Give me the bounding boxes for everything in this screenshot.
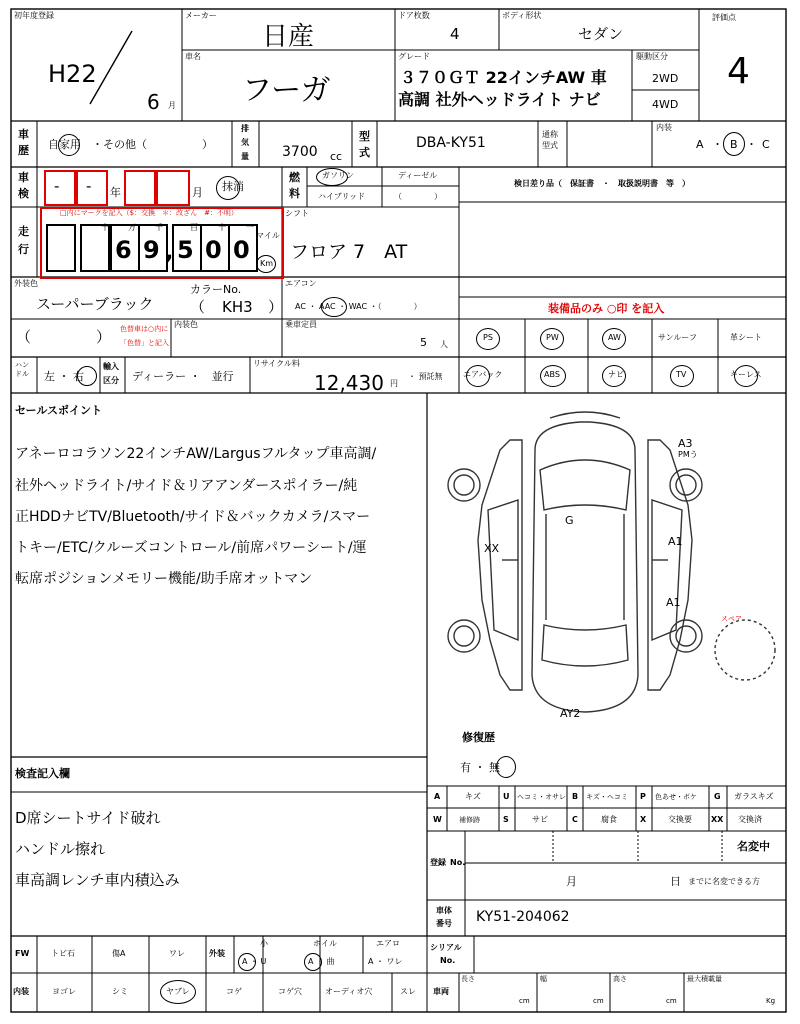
wheel-label: ホイル (313, 939, 337, 948)
drive-2wd: 2WD (652, 72, 679, 85)
mileage-separator: , (165, 240, 174, 265)
length-label: 長さ (461, 975, 475, 983)
interior-tear-circle (160, 980, 196, 1004)
mark-pmu: PMう (678, 450, 698, 459)
exterior-color-label: 外装色 (14, 279, 38, 288)
mileage-digit-5: 5 (177, 236, 194, 264)
docs-title: 検日差り品（ 保証書 ・ 取扱説明書 等 ） (514, 179, 690, 188)
shift-value: フロア 7 AT (290, 241, 408, 263)
inspection-month-box-2 (156, 170, 190, 206)
sales-line-3: 正HDDナビTV/Bluetooth/サイド＆バックカメラ/スマー (15, 509, 371, 525)
mark-ay2: AY2 (560, 707, 581, 720)
height-label: 高さ (613, 975, 627, 983)
inspection-label-1: 車 (18, 171, 29, 184)
inspection-year-unit: 年 (110, 186, 121, 199)
equip-ps-circle (476, 328, 500, 350)
import-label-2: 区分 (103, 376, 119, 385)
mark-a1-bottom: A1 (666, 596, 681, 609)
equip-aw-circle (602, 328, 626, 350)
legend-w-desc: 補修跡 (459, 816, 480, 824)
equip-navi: ナビ (608, 370, 624, 379)
equip-tv-circle (670, 365, 694, 387)
sales-line-2: 社外ヘッドライト/サイド＆リアアンダースポイラー/純 (15, 478, 358, 494)
legend-b: B (572, 792, 579, 801)
mark-a1-top: A1 (668, 535, 683, 548)
interior-tear: ヤブレ (166, 987, 190, 996)
unit-juu-2: 十 (218, 223, 226, 232)
inspection-expired: 抹消 (222, 180, 244, 193)
history-label-1: 車 (18, 128, 29, 141)
interior-burn-hole: コゲ穴 (278, 987, 302, 996)
model-label-1: 型 (359, 130, 370, 143)
mileage-label-1: 走 (18, 225, 29, 238)
small-a-circle (238, 953, 256, 971)
grade-line-1: ３７０ＧＴ 22インチAW 車 (400, 68, 607, 87)
interior-parts-label: 内装 (13, 987, 29, 996)
drive-label: 駆動区分 (636, 52, 668, 61)
mileage-digit-9: 9 (143, 236, 160, 264)
exterior-parts-label: 外装 (209, 949, 225, 958)
legend-xx: XX (711, 815, 724, 824)
reg-year-label: 初年度登録 (14, 11, 54, 20)
mileage-label-2: 行 (18, 243, 29, 256)
aircon-label: エアコン (285, 279, 317, 288)
legend-c: C (572, 815, 578, 824)
interior-grade-a: A (696, 138, 704, 151)
interior-dirt: ヨゴレ (52, 987, 76, 996)
small-value: A ・ U (242, 957, 267, 966)
inspector-line-3: 車高調レンチ車内積込み (15, 871, 180, 889)
legend-b-desc: キズ・ヘコミ (586, 793, 628, 801)
legend-a: A (434, 792, 441, 801)
legend-a-desc: キズ (465, 792, 481, 801)
equip-sunroof: サンルーフ (658, 333, 697, 342)
maker: 日産 (262, 22, 315, 52)
sales-line-5: 転席ポジションメモリー機能/助手席オットマン (15, 571, 313, 587)
interior-grade-b: B (730, 138, 738, 151)
body-label: ボディ形状 (502, 11, 542, 20)
common-model-label-2: 型式 (542, 141, 558, 150)
unit-juu: 十 (101, 223, 109, 232)
equip-pw: PW (546, 333, 559, 342)
repaint-note-1: 色替車は○内に (120, 325, 169, 333)
displacement-label-1: 排 (241, 124, 249, 133)
fuel-hybrid: ハイブリッド (318, 192, 366, 201)
score: 4 (727, 51, 750, 92)
mileage-digit-0b: 0 (233, 236, 250, 264)
serial-label-2: No. (440, 956, 456, 965)
repaint-paren-close: ） (96, 328, 112, 346)
registration-month-unit: 月 (566, 875, 577, 888)
fw-chip: トビ石 (51, 949, 75, 958)
capacity-label: 乗車定員 (285, 320, 317, 329)
legend-x: X (640, 815, 647, 824)
fuel-label-2: 料 (289, 187, 300, 200)
equip-keyless: キーレス (730, 370, 762, 379)
color-no-label: カラーNo. (190, 283, 242, 296)
recycle-deposit: ・ 預託無 (408, 372, 443, 381)
displacement-label-3: 量 (241, 152, 249, 161)
inspection-month-box-1 (124, 170, 156, 206)
mileage-digit-box-1 (46, 224, 76, 272)
reg-month-unit: 月 (168, 101, 176, 110)
unit-man: 万 (128, 223, 136, 232)
legend-s: S (503, 815, 509, 824)
doors: 4 (450, 25, 460, 43)
fw-label: FW (15, 949, 30, 958)
inspection-month-unit: 月 (192, 186, 203, 199)
history-label-2: 歴 (18, 144, 29, 157)
mark-xx: XX (484, 542, 500, 555)
registration-label-no: No. (450, 858, 466, 867)
mileage-digit-6: 6 (115, 236, 132, 264)
displacement-unit: cc (330, 150, 343, 163)
recycle-fee: 12,430 (314, 371, 384, 395)
capacity-unit: 人 (440, 340, 448, 349)
model-label-2: 式 (359, 146, 370, 159)
body-type: セダン (578, 25, 624, 43)
inspector-line-2: ハンドル擦れ (15, 840, 106, 858)
displacement-label-2: 気 (241, 138, 249, 147)
aero-label: エアロ (376, 939, 400, 948)
repaint-paren-open: （ (16, 328, 32, 346)
drive-4wd: 4WD (652, 98, 679, 111)
handle-value: 左 ・ 右 (44, 370, 84, 383)
unit-sen: 千 (155, 223, 163, 232)
color-no-paren-open: （ (190, 298, 206, 316)
equip-airbag: エアバック (463, 370, 503, 379)
auction-sheet: 初年度登録 H22 6 月 メーカー 日産 ドア枚数 4 ボディ形状 セダン 評価点 4 車名 フーガ グレード ３７０ＧＴ 22インチAW 車 高調 社外ヘッドライト ナビ 駆動区分 2WD 4WD 車 歴 自家用 ・その他（ ） 排 気 量 3700 cc 型 式 DBA-KY51 通称 型式 内装 A ・ B ・ C 車 検 - - 年 月 抹消 燃 料 ガソリン ディーゼル ハイブリッド （ ） 検日差り品（ 保証書 ・ 取扱説明書 等 ） 走 行 □内にマークを記入（$：交換 ＊：改ざん #：不明） 十 万 千 百 十 一 6 9 , 5 0 0 マイル Km シフト フロア 7 AT 外装色 スーパーブラック カラーNo. （ KH3 ） エアコン AC ・ AAC ・ WAC ・（ ） 装備品のみ ○印 を記入 （ ） 色替車は○内に 「色替」と記入 内装色 乗車定員 5 人 PS PW AW サンルーフ 革シート エアバック ABS ナビ TV キーレス ハンドル 左 ・ 右 輸入 区分 ディーラー ・ 並行 リサイクル料 12,430 円 ・ 預託無 セールスポイント アネーロコラソン22インチAW/Largusフルタップ車高調/ 社外ヘッドライト/サイド＆リアアンダースポイラー/純 正HDDナビTV/Bluetooth/サイド＆バックカメラ/スマー トキー/ETC/クルーズコントロール/前席パワーシート/運 転席ポジションメモリー機能/助手席オットマン A3 PMう G XX A1 A1 AY2 スペア 修復歴 有 ・ 無 検査記入欄 D席シートサイド破れ ハンドル擦れ 車高調レンチ車内積込み A キズ U ヘコミ・オサレ B キズ・ヘコミ P 色あせ・ボケ G ガラスキズ W 補修跡 S サビ C 腐食 X 交換要 XX 交換済 登録 No. 名変中 月 日 までに名変できる方 車体 番号 KY51-204062 シリアル No. FW トビ石 傷A ワレ 外装 小 A ・ U ホイル A ・ 曲 エアロ A ・ ワレ 内装 ヨゴレ シミ ヤブレ コゲ コゲ穴 オーディオ穴 スレ 車両 長さ cm 幅 cm 高さ cm 最大積載量 Kg (0, 0, 800, 1024)
reg-month: 6 (147, 90, 160, 114)
recycle-label: リサイクル料 (253, 359, 300, 368)
interior-audio-hole: オーディオ穴 (325, 987, 373, 996)
history-private-circle (58, 134, 80, 156)
recycle-unit: 円 (390, 379, 398, 388)
equip-ps: PS (483, 333, 493, 342)
equip-aw: AW (608, 333, 621, 342)
small-label: 小 (260, 939, 268, 948)
height-unit: cm (666, 997, 677, 1005)
legend-g-desc: ガラスキズ (734, 792, 774, 801)
color-no: KH3 (222, 298, 253, 316)
legend-p: P (640, 792, 646, 801)
aircon-value: AC ・ AAC ・ WAC ・（ ） (295, 302, 422, 311)
wheel-value: A ・ 曲 (308, 957, 335, 966)
legend-s-desc: サビ (532, 815, 548, 824)
registration-deadline: までに名変できる方 (688, 877, 760, 886)
car-damage-diagram (440, 410, 790, 730)
interior-burn: コゲ (226, 987, 242, 996)
legend-x-desc: 交換要 (668, 815, 692, 824)
equip-abs: ABS (544, 370, 560, 379)
equipment-title: 装備品のみ ○印 を記入 (548, 302, 665, 315)
fw-scratch: 傷A (112, 949, 126, 958)
max-load-unit: Kg (766, 997, 776, 1005)
unit-km: Km (260, 259, 274, 268)
maker-label: メーカー (185, 11, 217, 20)
spare-label: スペア (721, 615, 742, 623)
inspection-year-box-1 (44, 170, 76, 206)
reg-era-year: H22 (48, 60, 97, 88)
equip-tv: TV (676, 370, 687, 379)
length-unit: cm (519, 997, 530, 1005)
score-label: 評価点 (712, 13, 736, 22)
repaint-note-2: 「色替」と記入 (120, 339, 169, 347)
inspector-title: 検査記入欄 (15, 767, 70, 780)
vin-value: KY51-204062 (476, 909, 570, 925)
legend-w: W (433, 815, 442, 824)
grade-label: グレード (398, 52, 430, 61)
car-name: フーガ (242, 73, 331, 108)
unit-ichi: 一 (246, 223, 254, 232)
equip-pw-circle (540, 328, 564, 350)
inspector-line-1: D席シートサイド破れ (15, 809, 161, 827)
import-value: ディーラー ・ 並行 (132, 370, 234, 383)
equip-navi-circle (602, 365, 626, 387)
sales-line-1: アネーロコラソン22インチAW/Largusフルタップ車高調/ (15, 446, 377, 462)
interior-color-label: 内装色 (174, 320, 198, 329)
model: DBA-KY51 (416, 135, 486, 151)
wheel-a-circle (304, 953, 322, 971)
vin-label-2: 番号 (436, 919, 452, 928)
legend-u-desc: ヘコミ・オサレ (517, 793, 566, 801)
sales-title: セールスポイント (15, 404, 103, 417)
grade-line-2: 高調 社外ヘッドライト ナビ (398, 90, 601, 109)
width-label: 幅 (540, 975, 547, 983)
aero-value: A ・ ワレ (368, 957, 403, 966)
handle-label: ハンドル (15, 361, 29, 378)
repair-history-label: 修復歴 (462, 731, 495, 744)
legend-u: U (503, 792, 510, 801)
name-label: 車名 (185, 52, 201, 61)
aircon-aac-circle (321, 297, 347, 317)
inspection-label-2: 検 (18, 187, 29, 200)
equip-abs-circle (540, 365, 566, 387)
unit-hyaku: 百 (190, 223, 198, 232)
legend-g: G (714, 792, 721, 801)
capacity: 5 (420, 336, 427, 349)
common-model-label-1: 通称 (542, 130, 558, 139)
equip-keyless-circle (734, 365, 758, 387)
mileage-note: □内にマークを記入（$：交換 ＊：改ざん #：不明） (60, 209, 238, 217)
equip-leather: 革シート (730, 333, 762, 342)
interior-grade-b-circle (723, 132, 745, 156)
shift-label: シフト (285, 209, 309, 218)
fuel-gasoline-circle (316, 168, 348, 186)
mark-a3: A3 (678, 437, 693, 450)
legend-p-desc: 色あせ・ボケ (655, 793, 697, 801)
fuel-label-1: 燃 (289, 171, 300, 184)
interior-grade-c: C (762, 138, 770, 151)
unit-mile: マイル (256, 231, 280, 240)
history-value: 自家用 ・その他（ ） (48, 138, 213, 151)
unit-km-circle (256, 255, 276, 273)
mark-g: G (565, 514, 574, 527)
legend-c-desc: 腐食 (601, 815, 617, 824)
width-unit: cm (593, 997, 604, 1005)
equip-airbag-circle (466, 365, 490, 387)
registration-day-unit: 日 (670, 875, 681, 888)
serial-label-1: シリアル (430, 943, 462, 952)
sales-line-4: トキー/ETC/クルーズコントロール/前席パワーシート/運 (15, 540, 367, 556)
repair-none-circle (496, 756, 516, 778)
handle-right-circle (77, 366, 97, 386)
fuel-diesel: ディーゼル (398, 171, 438, 180)
interior-grade-label: 内装 (656, 123, 672, 132)
fuel-other: （ ） (394, 192, 442, 201)
repair-history-value: 有 ・ 無 (460, 761, 500, 774)
legend-xx-desc: 交換済 (738, 815, 762, 824)
vehicle-size-label: 車両 (433, 987, 449, 996)
name-change-pending: 名変中 (737, 840, 770, 853)
inspection-expired-circle (216, 176, 240, 200)
inspection-year-box-2 (76, 170, 108, 206)
vin-label-1: 車体 (436, 906, 452, 915)
mileage-digit-0a: 0 (205, 236, 222, 264)
doors-label: ドア枚数 (398, 11, 430, 20)
interior-stain: シミ (112, 987, 128, 996)
registration-label: 登録 (430, 858, 446, 867)
max-load-label: 最大積載量 (687, 975, 722, 983)
color-no-paren-close: ） (268, 298, 284, 316)
displacement: 3700 (282, 144, 318, 160)
import-label-1: 輸入 (103, 362, 119, 371)
interior-wear: スレ (400, 987, 416, 996)
fuel-gasoline: ガソリン (322, 171, 354, 180)
fw-crack: ワレ (169, 949, 185, 958)
exterior-color: スーパーブラック (36, 295, 154, 313)
